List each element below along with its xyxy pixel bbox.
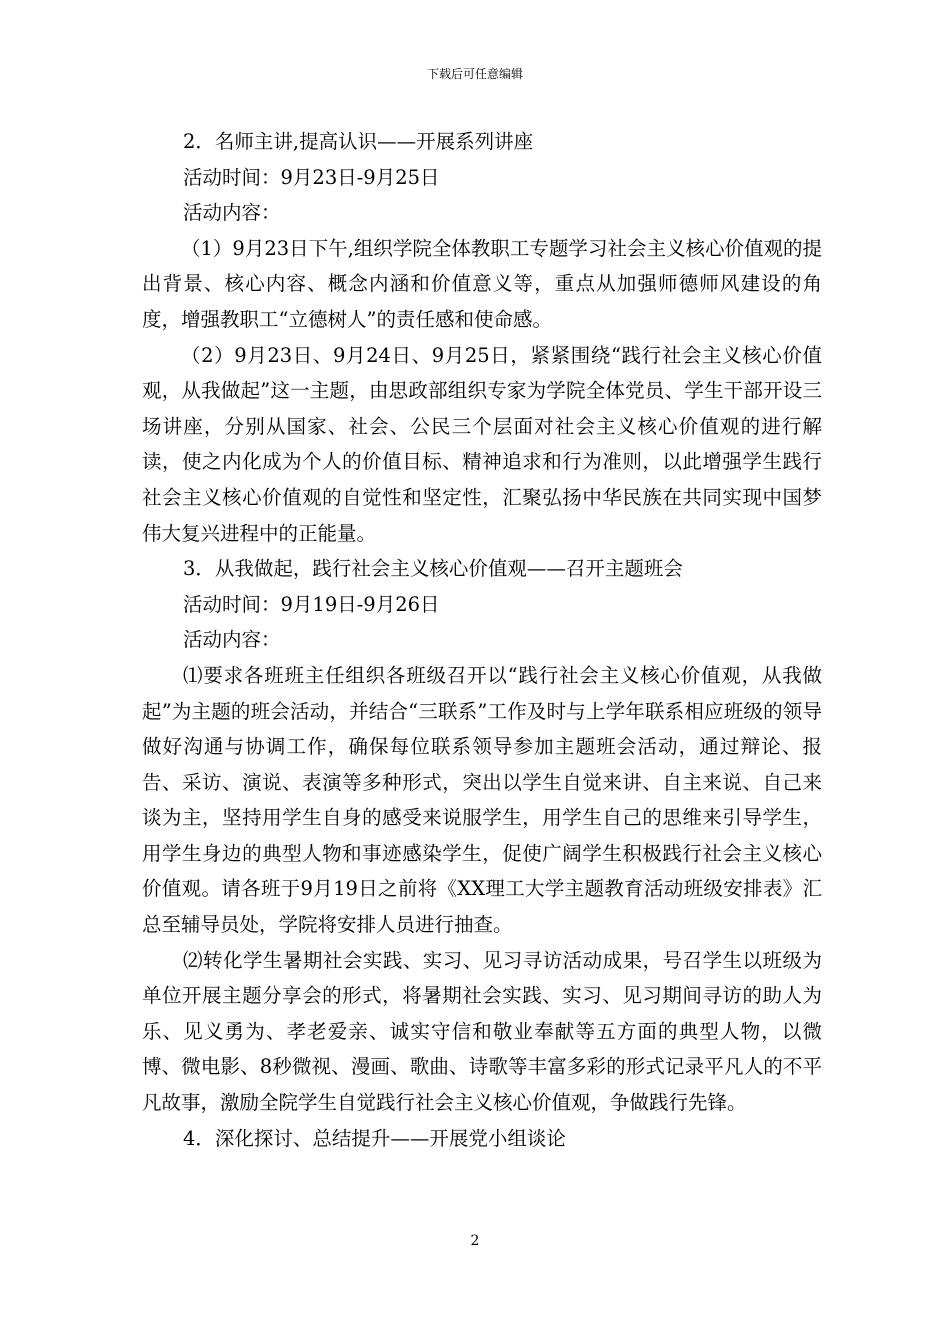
section-heading-2: 2．名师主讲,提高认识——开展系列讲座 <box>183 130 534 153</box>
activity-time-3: 活动时间：9月19日-9月26日 <box>183 592 440 616</box>
paragraph-2-item-1: （1）9月23日下午,组织学院全体教职工专题学习社会主义核心价值观的提出背景、核心内容、概念内涵和价值意义等，重点从加强师德师风建设的角度，增强教职工“立德树人”的责任感和使命感。 <box>142 236 822 331</box>
activity-content-label-3: 活动内容： <box>183 628 281 652</box>
activity-time-2: 活动时间：9月23日-9月25日 <box>183 165 440 189</box>
paragraph-3-item-1: ⑴要求各班班主任组织各班级召开以“践行社会主义核心价值观，从我做起”为主题的班会活动，并结合“三联系”工作及时与上学年联系相应班级的领导做好沟通与协调工作，确保每位联系领导参加主题班会活动，通过辩论、报告、采访、演说、表演等多种形式，突出以学生自觉来讲、自主来说、自己来谈为主，坚持用学生自身的感受来说服学生，用学生自己的思维来引导学生，用学生身边的典型人物和事迹感染学生，促使广阔学生积极践行社会主义核心价值观。请各班于9月19日之前将《XX理工大学主题教育活动班级安排表》汇总至辅导员处，学院将安排人员进行抽查。 <box>142 663 822 937</box>
paragraph-2-item-2: （2）9月23日、9月24日、9月25日，紧紧围绕“践行社会主义核心价值观，从我做起”这一主题，由思政部组织专家为学院全体党员、学生干部开设三场讲座，分别从国家、社会、公民三个层面对社会主义核心价值观的进行解读，使之内化成为个人的价值目标、精神追求和行为准则，以此增强学生践行社会主义核心价值观的自觉性和坚定性，汇聚弘扬中华民族在共同实现中国梦伟大复兴进程中的正能量。 <box>142 343 822 545</box>
page-number: 2 <box>470 1233 480 1249</box>
document-body <box>142 124 822 1156</box>
paragraph-3-item-2: ⑵转化学生暑期社会实践、实习、见习寻访活动成果，号召学生以班级为单位开展主题分享会的形式，将暑期社会实践、实习、见习期间寻访的助人为乐、见义勇为、孝老爱亲、诚实守信和敬业奉献等五方面的典型人物，以微博、微电影、8秒微视、漫画、歌曲、诗歌等丰富多彩的形式记录平凡人的不平凡故事，激励全院学生自觉践行社会主义核心价值观，争做践行先锋。 <box>142 948 822 1115</box>
section-heading-4: 4．深化探讨、总结提升——开展党小组谈论 <box>183 1126 566 1150</box>
section-heading-3: 3．从我做起，践行社会主义核心价值观——召开主题班会 <box>183 557 683 581</box>
activity-content-label-2: 活动内容： <box>183 201 281 225</box>
page-header: 下载后可任意编辑 <box>426 67 523 81</box>
